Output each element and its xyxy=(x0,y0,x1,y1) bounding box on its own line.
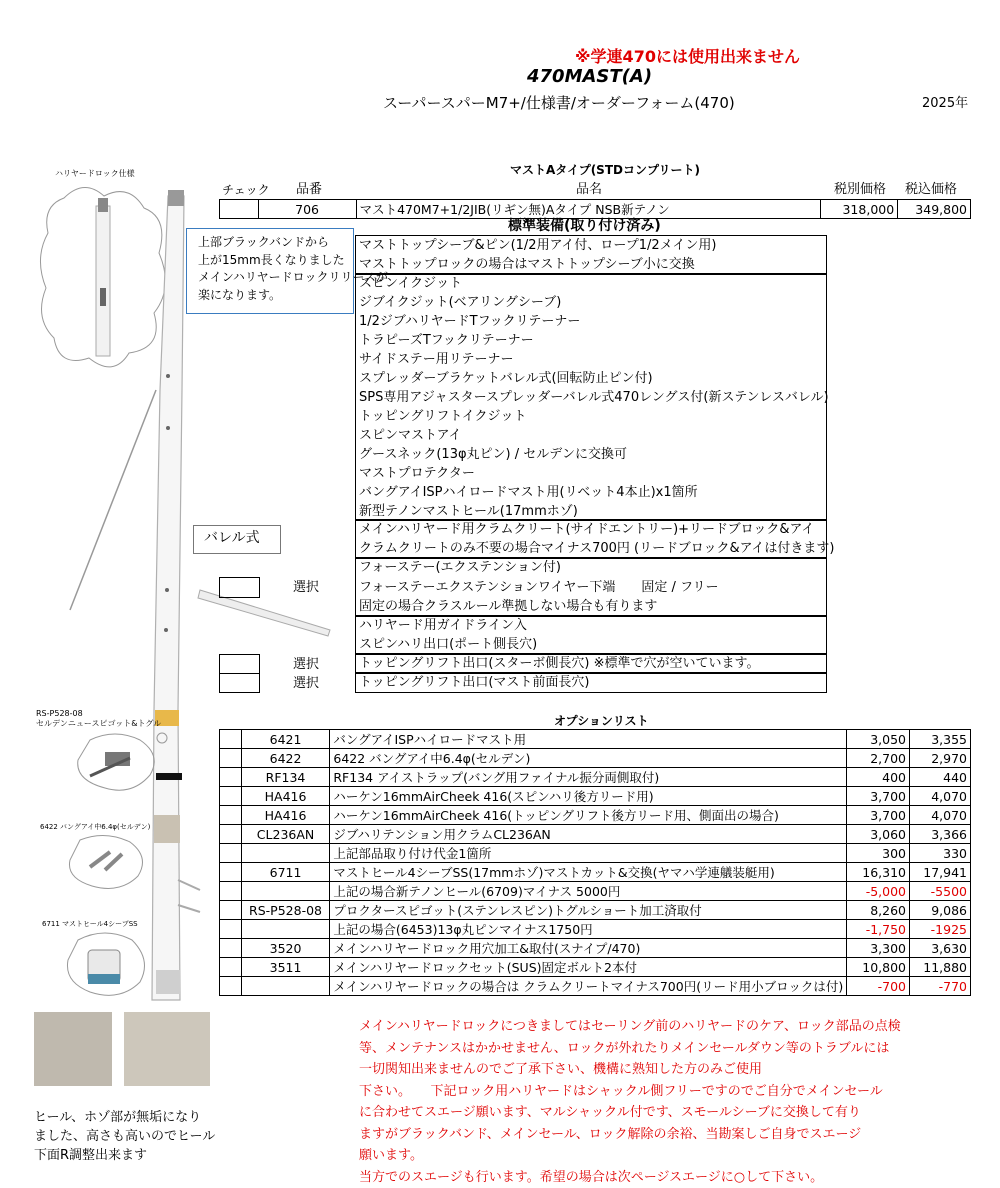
option-row xyxy=(220,977,971,996)
check-cell[interactable] xyxy=(220,200,259,219)
price-ex-cell: -1,750 xyxy=(847,920,910,939)
name-cell: 上記部品取り付け代金1箇所 xyxy=(330,844,847,863)
price-ex-cell: 8,260 xyxy=(847,901,910,920)
note-line: 当方でのスエージも行います。希望の場合は次ページスエージに○して下さい。 xyxy=(359,1167,901,1188)
note-line: に合わせてスエージ願います、マルシャックル付です、スモールシーブに交換して有り xyxy=(359,1102,901,1124)
part-cell: 6421 xyxy=(241,730,330,749)
note-line: 一切関知出来ませんのでご了承下さい、機構に熟知した方のみご使用 xyxy=(359,1059,901,1081)
std-item: 新型テノンマストヒール(17mmホゾ) xyxy=(359,502,578,521)
std-item: 1/2ジブハリヤードTフックリテーナー xyxy=(359,312,580,331)
std-item: スピンハリ出口(ポート側長穴) xyxy=(359,635,537,654)
std-item: ジブイクジット(ベアリングシーブ) xyxy=(359,293,561,312)
part-cell: CL236AN xyxy=(241,825,330,844)
price-ex-cell: 2,700 xyxy=(847,749,910,768)
spigot-desc: セルデンニュースピゴット&トグル xyxy=(36,719,161,729)
name-cell: メインハリヤードロック用穴加工&取付(スナイプ/470) xyxy=(330,939,847,958)
col-price-in: 税込価格 xyxy=(905,180,957,199)
blue-note-line: 楽になります。 xyxy=(198,287,388,305)
bang-eye-illustration xyxy=(60,832,150,890)
std-item: スピンイクジット xyxy=(359,274,462,293)
price-in-cell: 4,070 xyxy=(910,787,971,806)
price-in-cell: 11,880 xyxy=(910,958,971,977)
part-cell: 6422 xyxy=(241,749,330,768)
part-cell xyxy=(241,882,330,901)
red-notes xyxy=(359,1016,901,1188)
std-item: トッピングリフト出口(スターボ側長穴) ※標準で穴が空いています。 xyxy=(359,654,759,673)
check-cell[interactable] xyxy=(220,730,242,749)
note-line: 願います。 xyxy=(359,1145,901,1167)
price-ex-cell: -700 xyxy=(847,977,910,996)
price-in-cell: -1925 xyxy=(910,920,971,939)
main-table-title: マストAタイプ(STDコンプリート) xyxy=(510,161,700,180)
main-table xyxy=(219,199,971,219)
option-row xyxy=(220,825,971,844)
price-ex-cell: 3,300 xyxy=(847,939,910,958)
price-in-cell: 3,355 xyxy=(910,730,971,749)
note-line: 下さい。 下記ロック用ハリヤードはシャックル側フリーですのでご自分でメインセール xyxy=(359,1081,901,1103)
part-cell xyxy=(241,977,330,996)
price-in-cell: 440 xyxy=(910,768,971,787)
std-item: 固定の場合クラスルール準拠しない場合も有ります xyxy=(359,597,657,616)
year-label: 2025年 xyxy=(922,94,968,113)
barrel-label: バレル式 xyxy=(204,529,260,548)
part-cell xyxy=(241,844,330,863)
check-cell[interactable] xyxy=(220,958,242,977)
bottom-note xyxy=(34,1108,215,1165)
blue-note-line: 上部ブラックバンドから xyxy=(198,234,388,252)
price-in-cell: 3,630 xyxy=(910,939,971,958)
spigot-part: RS-P528-08 xyxy=(36,709,161,719)
std-item: スピンマストアイ xyxy=(359,426,461,445)
option-row xyxy=(220,844,971,863)
select-checkbox[interactable] xyxy=(219,673,260,693)
name-cell: ハーケン16mmAirCheek 416(トッピングリフト後方リード用、側面出の場合) xyxy=(330,806,847,825)
part-cell: 3511 xyxy=(241,958,330,977)
heel-illustration xyxy=(60,930,150,1000)
price-in-cell: 330 xyxy=(910,844,971,863)
check-cell[interactable] xyxy=(220,863,242,882)
option-row xyxy=(220,901,971,920)
part-cell: RS-P528-08 xyxy=(241,901,330,920)
part-cell: RF134 xyxy=(241,768,330,787)
price-in-cell: -770 xyxy=(910,977,971,996)
halyard-lock-label: ハリヤードロック仕様 xyxy=(55,168,135,179)
check-cell[interactable] xyxy=(220,749,242,768)
price-in-cell: 9,086 xyxy=(910,901,971,920)
note-line: メインハリヤードロックにつきましてはセーリング前のハリヤードのケア、ロック部品の点検 xyxy=(359,1016,901,1038)
price-ex-cell: 16,310 xyxy=(847,863,910,882)
name-cell: RF134 アイストラップ(バング用ファイナル振分両側取付) xyxy=(330,768,847,787)
bottom-note-line: ました、高さも高いのでヒール xyxy=(34,1127,215,1146)
option-row xyxy=(220,787,971,806)
name-cell: マストヒール4シーブSS(17mmホゾ)マストカット&交換(ヤマハ学連艤装艇用) xyxy=(330,863,847,882)
spigot-label xyxy=(36,709,161,729)
std-item: フォーステー(エクステンション付) xyxy=(359,558,561,577)
col-check: チェック xyxy=(222,181,270,200)
price-ex-cell: 3,700 xyxy=(847,806,910,825)
std-item: クラムクリートのみ不要の場合マイナス700円 (リードブロック&アイは付きます) xyxy=(359,539,835,558)
price-in-cell: 349,800 xyxy=(898,200,971,219)
price-ex-cell: 3,050 xyxy=(847,730,910,749)
std-item: トッピングリフト出口(マスト前面長穴) xyxy=(359,673,590,692)
std-item: サイドステー用リテーナー xyxy=(359,350,513,369)
option-row xyxy=(220,863,971,882)
part-cell: 6711 xyxy=(241,863,330,882)
check-cell[interactable] xyxy=(220,882,242,901)
price-ex-cell: 10,800 xyxy=(847,958,910,977)
price-ex-cell: 318,000 xyxy=(821,200,898,219)
option-row xyxy=(220,920,971,939)
std-item: トラピーズTフックリテーナー xyxy=(359,331,534,350)
select-label: 選択 xyxy=(293,655,319,674)
option-row xyxy=(220,958,971,977)
name-cell: 上記の場合新テノンヒール(6709)マイナス 5000円 xyxy=(330,882,847,901)
options-table xyxy=(219,729,971,996)
std-item: バングアイISPハイロードマスト用(リベット4本止)x1箇所 xyxy=(359,483,698,502)
name-cell: メインハリヤードロックセット(SUS)固定ボルト2本付 xyxy=(330,958,847,977)
price-ex-cell: 3,700 xyxy=(847,787,910,806)
name-cell: 上記の場合(6453)13φ丸ピンマイナス1750円 xyxy=(330,920,847,939)
heel-photo-2 xyxy=(124,1012,210,1086)
std-item: グースネック(13φ丸ピン) / セルデンに交換可 xyxy=(359,445,627,464)
options-title: オプションリスト xyxy=(554,712,649,731)
price-ex-cell: 300 xyxy=(847,844,910,863)
blue-note-line: メインハリヤードロックリリースが xyxy=(198,269,388,287)
heel-photo-1 xyxy=(34,1012,112,1086)
warning-text: ※学連470には使用出来ません xyxy=(575,44,800,67)
price-in-cell: -5500 xyxy=(910,882,971,901)
price-in-cell: 3,366 xyxy=(910,825,971,844)
col-part: 品番 xyxy=(296,180,322,199)
select-label: 選択 xyxy=(293,578,319,597)
price-in-cell: 17,941 xyxy=(910,863,971,882)
option-row xyxy=(220,806,971,825)
part-cell: 3520 xyxy=(241,939,330,958)
name-cell: マスト470M7+1/2JIB(リギン無)Aタイプ NSB新テノン xyxy=(356,200,821,219)
mast-title: 470MAST(A) xyxy=(527,66,652,87)
part-cell: HA416 xyxy=(241,806,330,825)
std-item: SPS専用アジャスタースプレッダーバレル式470レングス付(新ステンレスバレル) xyxy=(359,388,829,407)
option-row xyxy=(220,882,971,901)
heel-label: 6711 マストヒール4シーブSS xyxy=(42,919,138,929)
check-cell[interactable] xyxy=(220,977,242,996)
name-cell: メインハリヤードロックの場合は クラムクリートマイナス700円(リード用小ブロックは付) xyxy=(330,977,847,996)
name-cell: バングアイISPハイロードマスト用 xyxy=(330,730,847,749)
col-name: 品名 xyxy=(576,180,602,199)
select-checkbox[interactable] xyxy=(219,654,260,674)
name-cell: ジブハリテンション用クラムCL236AN xyxy=(330,825,847,844)
option-row xyxy=(220,768,971,787)
option-row xyxy=(220,749,971,768)
std-item: ハリヤード用ガイドライン入 xyxy=(359,616,527,635)
std-item: マストトップロックの場合はマストトップシーブ小に交換 xyxy=(359,255,695,274)
std-item: マストプロテクター xyxy=(359,464,475,483)
col-price-ex: 税別価格 xyxy=(834,180,886,199)
price-ex-cell: 400 xyxy=(847,768,910,787)
part-cell: HA416 xyxy=(241,787,330,806)
select-label: 選択 xyxy=(293,674,319,693)
bottom-note-line: ヒール、ホゾ部が無垢になり xyxy=(34,1108,215,1127)
check-cell[interactable] xyxy=(220,806,242,825)
note-line: 等、メンテナンスはかかせません、ロックが外れたりメインセールダウン等のトラブルには xyxy=(359,1038,901,1060)
check-cell[interactable] xyxy=(220,939,242,958)
standard-title: 標準装備(取り付け済み) xyxy=(508,217,661,236)
price-ex-cell: -5,000 xyxy=(847,882,910,901)
page-subtitle: スーパースパーM7+/仕様書/オーダーフォーム(470) xyxy=(383,92,735,113)
check-cell[interactable] xyxy=(220,844,242,863)
check-cell[interactable] xyxy=(220,768,242,787)
price-in-cell: 4,070 xyxy=(910,806,971,825)
price-ex-cell: 3,060 xyxy=(847,825,910,844)
check-cell[interactable] xyxy=(220,901,242,920)
note-line: ますがブラックバンド、メインセール、ロック解除の余裕、当勘案しご自身でスエージ xyxy=(359,1124,901,1146)
spigot-illustration xyxy=(70,730,160,792)
std-item: メインハリヤード用クラムクリート(サイドエントリー)+リードブロック&アイ xyxy=(359,520,814,539)
select-checkbox[interactable] xyxy=(219,577,260,598)
check-cell[interactable] xyxy=(220,787,242,806)
check-cell[interactable] xyxy=(220,920,242,939)
name-cell: ハーケン16mmAirCheek 416(スピンハリ後方リード用) xyxy=(330,787,847,806)
option-row xyxy=(220,939,971,958)
part-cell: 706 xyxy=(258,200,356,219)
price-in-cell: 2,970 xyxy=(910,749,971,768)
std-item: トッピングリフトイクジット xyxy=(359,407,526,426)
std-item: スプレッダーブラケットバレル式(回転防止ピン付) xyxy=(359,369,653,388)
option-row xyxy=(220,730,971,749)
check-cell[interactable] xyxy=(220,825,242,844)
bang-eye-label: 6422 バングアイ中6.4φ(セルデン) xyxy=(40,822,150,832)
blue-note-line: 上が15mm長くなりました xyxy=(198,252,388,270)
bottom-note-line: 下面R調整出来ます xyxy=(34,1146,215,1165)
name-cell: プロクタースピゴット(ステンレスピン)トグルショート加工済取付 xyxy=(330,901,847,920)
name-cell: 6422 バングアイ中6.4φ(セルデン) xyxy=(330,749,847,768)
table-row xyxy=(220,200,971,219)
std-item: マストトップシーブ&ピン(1/2用アイ付、ロープ1/2メイン用) xyxy=(359,236,717,255)
part-cell xyxy=(241,920,330,939)
std-item: フォーステーエクステンションワイヤー下端 固定 / フリー xyxy=(359,578,719,597)
